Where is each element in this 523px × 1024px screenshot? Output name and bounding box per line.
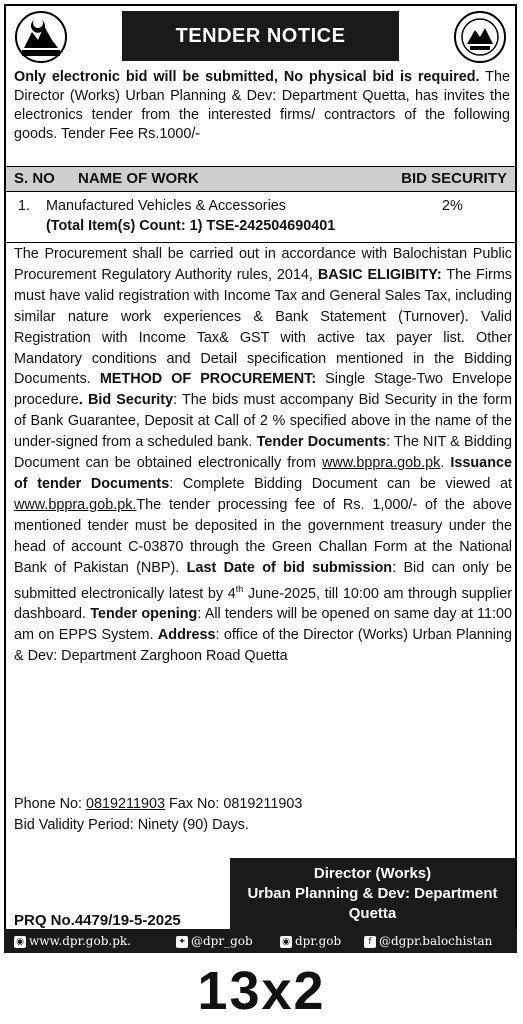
phone-label: Phone No: [14,796,87,812]
facebook-icon: f [364,936,376,948]
method-text: Single Stage-Two Envelope procedure [14,371,512,409]
prq-number: PRQ No.4479/19-5-2025 [14,912,181,929]
twitter-icon: ✦ [176,936,188,948]
bid-security-text: : The bids must accompany Bid Security in the form of Bank Guarantee, Deposit at Call of 2 % specified above in the name of the under-signed from a scheduled bank. [14,392,513,451]
tender-opening-text: : All tenders will be opened on same day at 11:00 am on EPPS System. [14,606,512,644]
footer-website-text: www.dpr.gob.pk. [29,934,131,948]
instagram-icon: ◉ [280,936,292,948]
column-header-name: NAME OF WORK [78,170,199,187]
tender-documents-heading: Tender Documents [256,434,387,451]
phone-fax-line [14,794,512,815]
footer-facebook-text: @dgpr.balochistan [379,934,493,948]
signature-block [230,858,515,932]
table-row [6,192,515,240]
intro-bold-sentence: Only electronic bid will be submitted, No physical bid is required. [14,69,480,85]
fax-label: Fax No: [164,796,224,812]
row-item: Manufactured Vehicles & Accessories [46,198,286,214]
fee-text: The tender processing fee of Rs. 1,000/- of the above mentioned tender must be deposited in the government treasury under the head of account C-03870 through the Green Challan Form at the National Bank of Pakistan (NBP). [14,496,512,576]
column-header-security: BID SECURITY [401,170,507,187]
signatory-title: Director (Works) [313,865,432,882]
footer-instagram[interactable] [280,929,341,953]
bppra-link-2[interactable]: www.bppra.gob.pk. [14,496,137,513]
column-header-sno: S. NO [14,170,55,187]
basic-eligibility-heading: BASIC ELIGIBITY: [317,266,442,283]
divider [6,242,515,243]
footer-instagram-text: dpr.gob [295,934,342,948]
address-heading: Address [157,627,216,644]
bid-validity: Bid Validity Period: Ninety (90) Days. [14,817,249,833]
row-item-count: (Total Item(s) Count: 1) TSE-242504690401 [46,218,336,234]
fax-number: 0819211903 [223,796,303,812]
basic-eligibility-text: The Firms must have valid registration with Income Tax and General Sales Tax, including similar nature work experiences & Bank Statement (Turnover). Valid Registration with Income Tax& GST with active tax payer list. Other Mandatory conditions and Detail specification mentioned in the Bidding Documents. [14,266,513,388]
ad-size-label: 13x2 [197,961,326,1021]
table-header-row [6,166,515,192]
issuance-text: : Complete Bidding Document can be viewed at [169,475,512,492]
address-text: : office of the Director (Works) Urban Planning & Dev: Department Zarghoon Road Quetta [14,627,512,665]
tender-documents-text: : The NIT & Bidding Document can be obtained electronically from [14,434,512,472]
issuance-heading: Issuance of tender Documents [14,455,512,492]
notice-header [6,6,515,68]
footer-bar [4,929,517,953]
globe-icon: ◉ [14,936,26,948]
row-number: 1. [18,198,31,214]
tender-notice [4,4,517,953]
footer-website[interactable] [14,929,131,953]
footer-facebook[interactable] [364,929,492,953]
signatory-city: Quetta [348,905,397,922]
phone-number[interactable]: 0819211903 [86,796,165,812]
footer-twitter[interactable] [176,929,253,953]
last-date-text: : Bid can only be submitted electronically latest by 4 [14,559,512,602]
department-seal-icon [453,10,507,64]
intro-paragraph [14,68,510,144]
bppra-link[interactable]: www.bppra.gob.pk [321,455,441,472]
last-date-text-end: June-2025, till 10:00 am through supplier dashboard. [14,585,512,623]
intro-text: The Director (Works) Urban Planning & Dev: Department Quetta, has invites the electronics tender from the interested firms/ contractors of the following goods. Tender Fee Rs.1000/- [14,69,510,142]
row-security: 2% [442,198,463,214]
last-date-ordinal: th [235,583,244,594]
body-paragraph [14,244,512,667]
procurement-text: The Procurement shall be carried out in accordance with Balochistan Public Procurement Regulatory Authority rules, 2014, [14,246,512,283]
signatory-department: Urban Planning & Dev: Department [247,885,498,902]
bid-security-heading: . Bid Security [78,392,174,409]
tender-documents-end: . [440,455,451,472]
footer-twitter-text: @dpr_gob [191,934,253,948]
contact-block [14,794,512,836]
last-date-heading: Last Date of bid submission [186,559,393,576]
notice-title: TENDER NOTICE [122,11,399,61]
method-heading: METHOD OF PROCUREMENT: [99,371,317,388]
tender-opening-heading: Tender opening [90,606,198,623]
government-emblem-icon [14,10,68,64]
